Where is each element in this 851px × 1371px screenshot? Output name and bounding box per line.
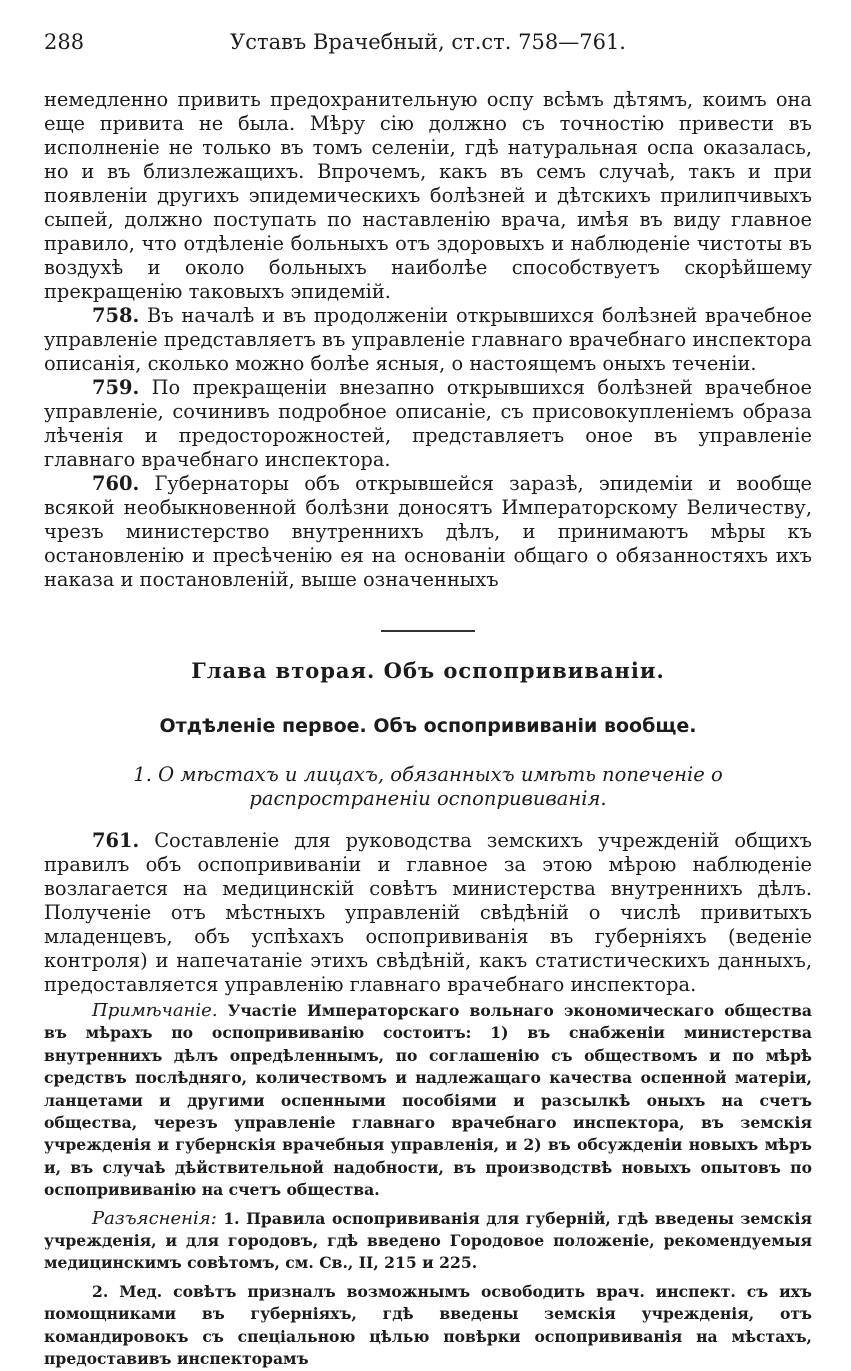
article-761	[44, 829, 812, 997]
page-number: 288	[44, 30, 85, 54]
explanations-label: Разъясненія:	[92, 1207, 217, 1229]
article-number: 759.	[92, 376, 140, 399]
article-number: 761.	[92, 829, 140, 852]
chapter-title: Глава вторая. Объ оспопрививаніи.	[191, 658, 665, 683]
section-title: Отдѣленіе первое. Объ оспопрививаніи вообще.	[159, 715, 697, 737]
article-text: Въ началѣ и въ продолженіи открывшихся болѣзней врачебное управленіе представляетъ въ управленіе главнаго врачебнаго инспектора описанія, сколько можно болѣе ясныя, о настоящемъ оныхъ теченіи.	[44, 304, 812, 375]
document-page	[44, 30, 812, 1371]
article-text: Составленіе для руководства земскихъ учрежденій общихъ правилъ объ оспопрививаніи и главное за этою мѣрою наблюденіе возлагается на медицинскій совѣтъ министерства внутреннихъ дѣлъ. Полученіе отъ мѣстныхъ управленій свѣдѣній о числѣ привитыхъ младенцевъ, объ успѣхахъ оспопрививанія въ губерніяхъ (веденіе контроля) и напечатаніе этихъ свѣдѣній, какъ статистическихъ данныхъ, предоставляется управленію главнаго врачебнаго инспектора.	[44, 829, 812, 996]
explanation-text-2: 2. Мед. совѣтъ призналъ возможнымъ освободить врач. инспект. съ ихъ помощниками въ губерніяхъ, гдѣ введены земскія учрежденія, отъ командировокъ съ спеціальною цѣлью повѣрки оспопрививанія на мѣстахъ, предоставивъ инспекторамъ	[44, 1281, 812, 1369]
article-number: 758.	[92, 304, 140, 327]
explanation-2	[44, 1281, 812, 1371]
article-number: 760.	[92, 472, 140, 495]
page-header	[44, 30, 812, 64]
note-text: Участіе Императорскаго вольнаго экономическаго общества въ мѣрахъ по оспопрививанію состоитъ: 1) въ снабженіи министерства внутреннихъ дѣлъ опредѣленнымъ, по соглашенію съ обществомъ и по мѣрѣ средствъ послѣдняго, количествомъ и надлежащаго качества оспенной матеріи, ланцетами и другими оспенными пособіями и разсылкѣ оныхъ на счетъ общества, черезъ управленіе главнаго врачебнаго инспектора, въ земскія учрежденія и губернскія врачебныя управленія, и 2) въ обсужденіи новыхъ мѣръ и, въ случаѣ дѣйствительной надобности, въ производствѣ новыхъ опытовъ по оспопрививанію на счетъ общества.	[44, 1001, 812, 1200]
explanation-text-1: 1. Правила оспопрививанія для губерній, гдѣ введены земскія учрежденія, и для городовъ, гдѣ введено Городовое положеніе, рекомендуемыя медицинскимъ совѣтомъ, см. Св., II, 215 и 225.	[44, 1208, 812, 1273]
article-758	[44, 304, 812, 376]
article-text: Губернаторы объ открывшейся заразѣ, эпидеміи и вообще всякой необыкновенной болѣзни доносятъ Императорскому Величеству, чрезъ министерство внутреннихъ дѣлъ, и принимаютъ мѣры къ остановленію и пресѣченію ея на основаніи общаго о обязанностяхъ ихъ наказа и постановленій, выше означенныхъ	[44, 472, 812, 591]
intro-paragraph: немедленно привить предохранительную оспу всѣмъ дѣтямъ, коимъ она еще привита не была. Мѣру сію должно съ точностію привести въ исполненіе не только въ томъ селеніи, гдѣ натуральная оспа оказалась, но и въ близлежащихъ. Впрочемъ, какъ въ семъ случаѣ, такъ и при появленіи другихъ эпидемическихъ болѣзней и дѣтскихъ прилипчивыхъ сыпей, должно поступать по наставленію врача, имѣя въ виду главное правило, что отдѣленіе больныхъ отъ здоровыхъ и наблюденіе чистоты въ воздухѣ и около больныхъ наиболѣе способствуетъ скорѣйшему прекращенію таковыхъ эпидемій.	[44, 88, 812, 303]
note-label: Примѣчаніе.	[92, 1000, 218, 1021]
subsection-title: 1. О мѣстахъ и лицахъ, обязанныхъ имѣть попеченіе о распространеніи оспопрививанія.	[133, 763, 723, 810]
running-title: Уставъ Врачебный, ст.ст. 758—761.	[230, 30, 626, 54]
note-paragraph	[44, 1000, 812, 1202]
explanation-1	[44, 1208, 812, 1275]
section-divider	[381, 630, 475, 632]
article-759	[44, 376, 812, 472]
article-text: По прекращеніи внезапно открывшихся болѣзней врачебное управленіе, сочинивъ подробное описаніе, съ присовокупленіемъ образа лѣченія и предосторожностей, представляетъ оное въ управленіе главнаго врачебнаго инспектора.	[44, 376, 812, 471]
article-760	[44, 472, 812, 592]
